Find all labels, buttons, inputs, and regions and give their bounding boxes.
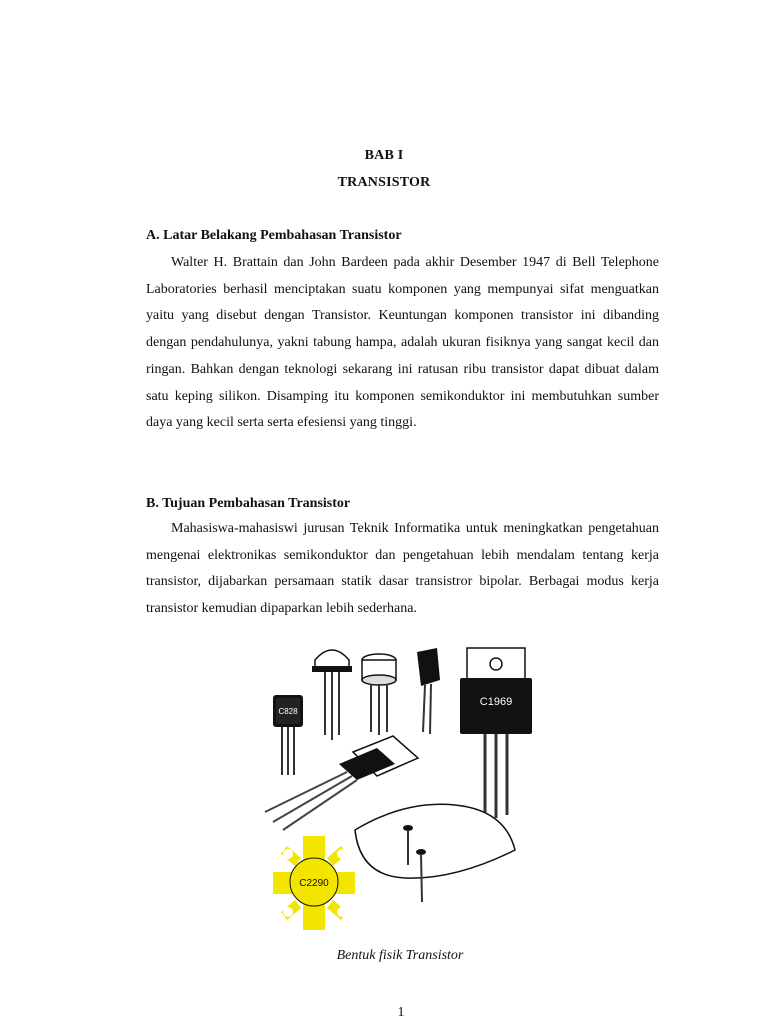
to220-label: C1969 bbox=[479, 696, 513, 708]
to3-metal-transistor bbox=[355, 804, 515, 902]
rf-transistor-package bbox=[273, 836, 355, 930]
section-a-paragraph: Walter H. Brattain dan John Bardeen pada akhir Desember 1947 di Bell Telephone Laboratories berhasil menciptakan suatu komponen yang mempunyai sifat menguatkan yaitu yang disebut dengan Transistor. Keuntungan komponen transistor ini dibanding dengan pendahulunya, yakni tabung hampa, adalah ukuran fisiknya yang sangat kecil dan ringan. Bahkan dengan teknologi sekarang ini ratusan ribu transistor dapat dibuat dalam satu keping silikon. Disamping itu komponen semikonduktor ini membutuhkan sumber daya yang kecil serta serta efesiensi yang tinggi. bbox=[146, 255, 659, 431]
section-b-heading: B. Tujuan Pembahasan Transistor bbox=[146, 496, 351, 511]
section-a-heading: A. Latar Belakang Pembahasan Transistor bbox=[146, 228, 402, 243]
chapter-title: TRANSISTOR bbox=[337, 175, 431, 190]
chapter-label: BAB I bbox=[364, 148, 404, 163]
section-b-paragraph: Mahasiswa-mahasiswi jurusan Teknik Informatika untuk meningkatkan pengetahuan mengenai elektronikas semikonduktor dan pengetahuan lebih mendalam tentang kerja transistor, dijabarkan persamaan statik dasar transistror bipolar. Berbagai modus kerja transistor kemudian dipaparkan lebih sederhana. bbox=[146, 521, 659, 617]
small-transistor-label: C828 bbox=[278, 707, 298, 716]
transistor-figure bbox=[255, 640, 555, 940]
transistor-illustration bbox=[255, 640, 555, 940]
figure-caption: Bentuk fisik Transistor bbox=[336, 948, 464, 963]
to92-small-transistor bbox=[273, 695, 303, 775]
rf-package-label: C2290 bbox=[299, 878, 329, 889]
to126-transistor bbox=[417, 648, 440, 734]
to220-transistor bbox=[460, 648, 532, 818]
page-number: 1 bbox=[397, 1005, 405, 1020]
metal-can-transistor-2 bbox=[362, 654, 396, 735]
metal-can-transistor-1 bbox=[312, 650, 352, 740]
